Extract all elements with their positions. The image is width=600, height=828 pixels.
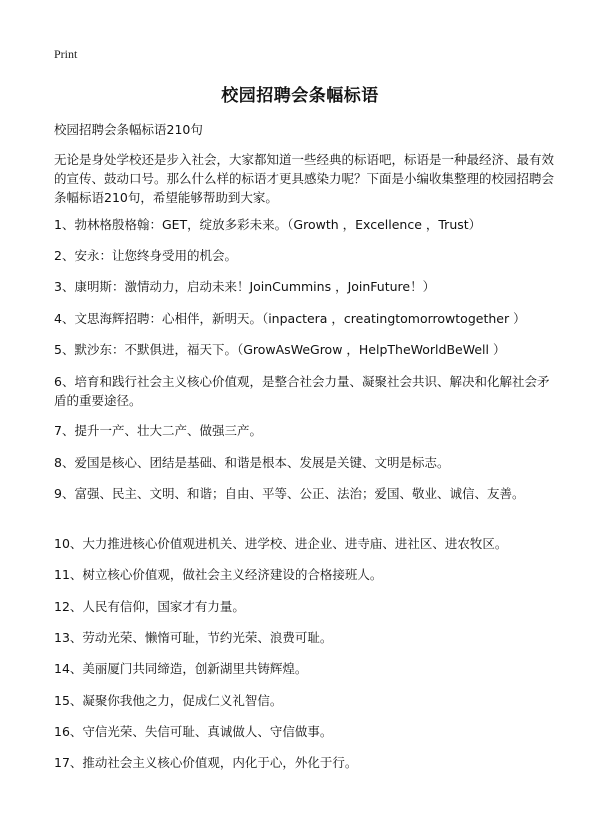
list-item: 1、勃林格殷格翰：GET，绽放多彩未来。（Growth ，Excellence ，Trust） xyxy=(54,217,482,232)
list-item: 7、提升一产、壮大二产、做强三产。 xyxy=(54,423,262,438)
list-item: 10、大力推进核心价值观进机关、进学校、进企业、进寺庙、进社区、进农牧区。 xyxy=(54,536,508,551)
list-item: 9、富强、民主、文明、和谐；自由、平等、公正、法治；爱国、敬业、诚信、友善。 xyxy=(54,486,525,501)
print-link[interactable]: Print xyxy=(54,47,78,61)
list-item: 17、推动社会主义核心价值观，内化于心，外化于行。 xyxy=(54,755,358,770)
list-item: 6、培育和践行社会主义核心价值观，是整合社会力量、凝聚社会共识、解决和化解社会矛盾的重要途径。 xyxy=(54,374,550,408)
list-item: 3、康明斯：激情动力，启动未来！JoinCummins ，JoinFuture！） xyxy=(54,279,436,294)
list-item: 5、默沙东：不默俱进，福天下。（GrowAsWeGrow ，HelpTheWorldBeWell ） xyxy=(54,342,506,357)
list-item: 14、美丽厦门共同缔造，创新湖里共铸辉煌。 xyxy=(54,661,308,676)
list-item: 12、人民有信仰，国家才有力量。 xyxy=(54,599,245,614)
list-item: 16、守信光荣、失信可耻、真诚做人、守信做事。 xyxy=(54,724,333,739)
intro-paragraph: 无论是身处学校还是步入社会，大家都知道一些经典的标语吧，标语是一种最经济、最有效的宣传、鼓动口号。那么什么样的标语才更具感染力呢？下面是小编收集整理的校园招聘会条幅标语210句，希望能够帮助到大家。 xyxy=(54,152,555,205)
document-subtitle: 校园招聘会条幅标语210句 xyxy=(54,122,203,137)
page-title: 校园招聘会条幅标语 xyxy=(221,86,379,106)
list-item: 8、爱国是核心、团结是基础、和谐是根本、发展是关键、文明是标志。 xyxy=(54,455,450,470)
list-item: 15、凝聚你我他之力，促成仁义礼智信。 xyxy=(54,693,283,708)
list-item: 11、树立核心价值观，做社会主义经济建设的合格接班人。 xyxy=(54,567,383,582)
list-item: 13、劳动光荣、懒惰可耻，节约光荣、浪费可耻。 xyxy=(54,630,333,645)
list-item: 2、安永：让您终身受用的机会。 xyxy=(54,248,237,263)
list-item: 4、文思海辉招聘：心相伴，新明天。（inpactera ，creatingtomorrowtogether ） xyxy=(54,311,526,326)
